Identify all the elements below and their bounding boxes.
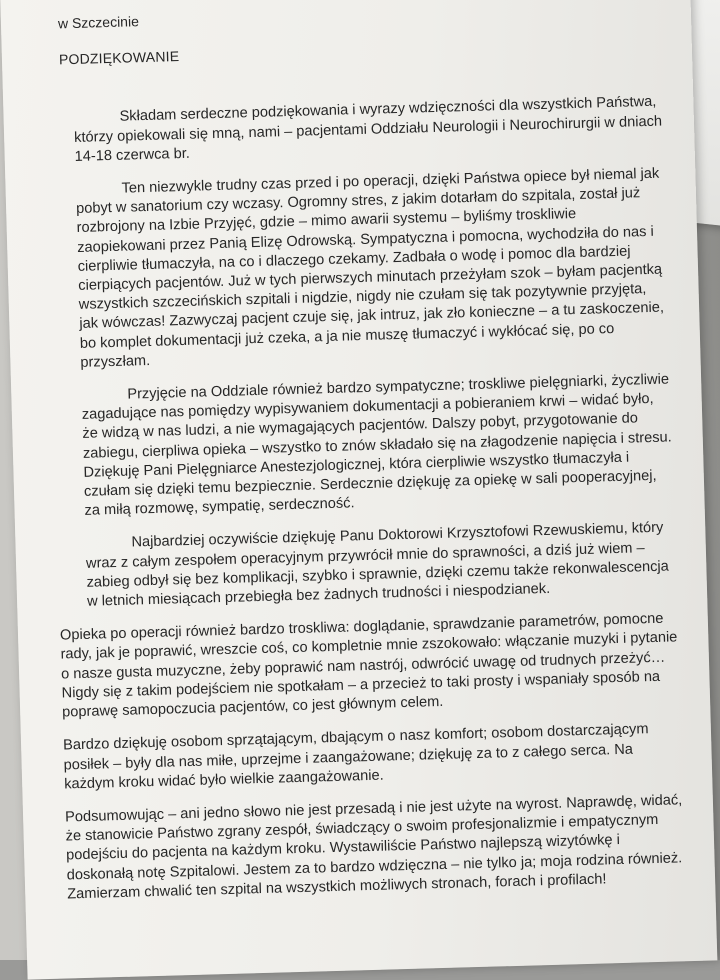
letter-body [57, 0, 686, 918]
paragraph-6: Bardzo dziękuję osobom sprzątającym, dbającym o nasz komfort; osobom dostarczającym posiłek – były dla nas miłe, uprzejme i zaangażowane; dziękuję za to z całego serca. Na każdym kroku widać było wielkie zaangażowanie. [62, 721, 649, 793]
paragraph-4: Najbardziej oczywiście dziękuję Panu Doktorowi Krzysztofowi Rzewuskiemu, który wraz z całym zespołem operacyjnym przywrócił mnie do sprawności, a dziś już wiem – zabieg odbył się bez komplikacji, szybko i sprawnie, dzięki czemu także rekonwalescencja w letnich miesiącach przebiegła bez żadnych trudności i niespodzianek. [85, 520, 669, 610]
paragraph-2: Ten niezwykle trudny czas przed i po operacji, dzięki Państwa opiece był niemal jak pobyt w sanatorium czy wczasy. Ogromny stres, z jakim dotarłam do szpitala, został już rozbrojony na Izbie Przyjęć, gdzie – mimo awarii systemu – byliśmy troskliwie zaopiekowani przez Panią Elizę Odrowską. Sympatyczna i pomocna, wychodziła do nas i cierpliwie tłumaczyła, na co i dlaczego czekamy. Zadbała o wodę i pomoc dla bardziej cierpiących pacjentów. Już w tych pierwszych minutach przeżyłam szok – byłam pacjentką wszystkich szczecińskich szpitali i nigdzie, nigdy nie czułam się tak pozytywnie przyjęta, jak wówczas! Zazwyczaj pacjent czuje się, jak intruz, jak zło konieczne – a tu zaskoczenie, bo komplet dokumentacji już czeka, a ja nie muszę tłumaczyć i wykłócać się, po co przyszłam. [75, 165, 665, 371]
paragraph-5: Opieka po operacji również bardzo troskliwa: doglądanie, sprawdzanie parametrów, pomocne rady, jak je poprawić, wreszcie coś, co kompletnie mnie zszokowało: włączanie muzyki i pytanie o nasze gusta muzyczne, żeby poprawić nam nastrój, odwrócić uwagę od trudnych przeżyć… Nigdy się z takim podejściem nie spotkałam – a przecież to taki prosty i wspaniały sposób na poprawę samopoczucia pacjentów, co jest głównym celem. [59, 611, 678, 721]
paragraph-7: Podsumowując – ani jedno słowo nie jest przesadą i nie jest użyte na wyrost. Naprawdę, widać, że stanowicie Państwo zgrany zespół, świadczący o swoim profesjonalizmie i empatycznym podejściu do pacjenta na każdym kroku. Wystawiliście Państwo najlepszą wizytówkę i doskonałą notę Szpitalowi. Jestem za to bardzo wdzięczna – nie tylko ja; moja rodzina również. Zamierzam chwalić ten szpital na wszystkich możliwych stronach, forach i profilach! [64, 792, 683, 903]
letter-place: w Szczecinie [57, 13, 140, 32]
letter-title: PODZIĘKOWANIE [58, 48, 180, 68]
paragraph-1: Składam serdeczne podziękowania i wyrazy wdzięczności dla wszystkich Państwa, którzy opiekowali się mną, nami – pacjentami Oddziału Neurologii i Neurochirurgii w dniach 14-18 czerwca br. [73, 94, 663, 165]
paragraph-3: Przyjęcie na Oddziale również bardzo sympatyczne; troskliwe pielęgniarki, życzliwie zagadujące nas pomiędzy wypisywaniem dokumentacji a pobieraniem krwi – widać było, że widzą w nas ludzi, a nie wymagających pacjentów. Dalszy pobyt, przygotowanie do zabiegu, cierpliwa opieka – wszystko to znów składało się na złagodzenie napięcia i stresu. Dziękuję Pani Pielęgniarce Anestezjologicznej, która cierpliwie wszystko tłumaczyła i czułam się dzięki temu bezpiecznie. Serdecznie dziękuję za opiekę w sali pooperacyjnej, za miłą rozmowę, sympatię, serdeczność. [81, 371, 672, 520]
